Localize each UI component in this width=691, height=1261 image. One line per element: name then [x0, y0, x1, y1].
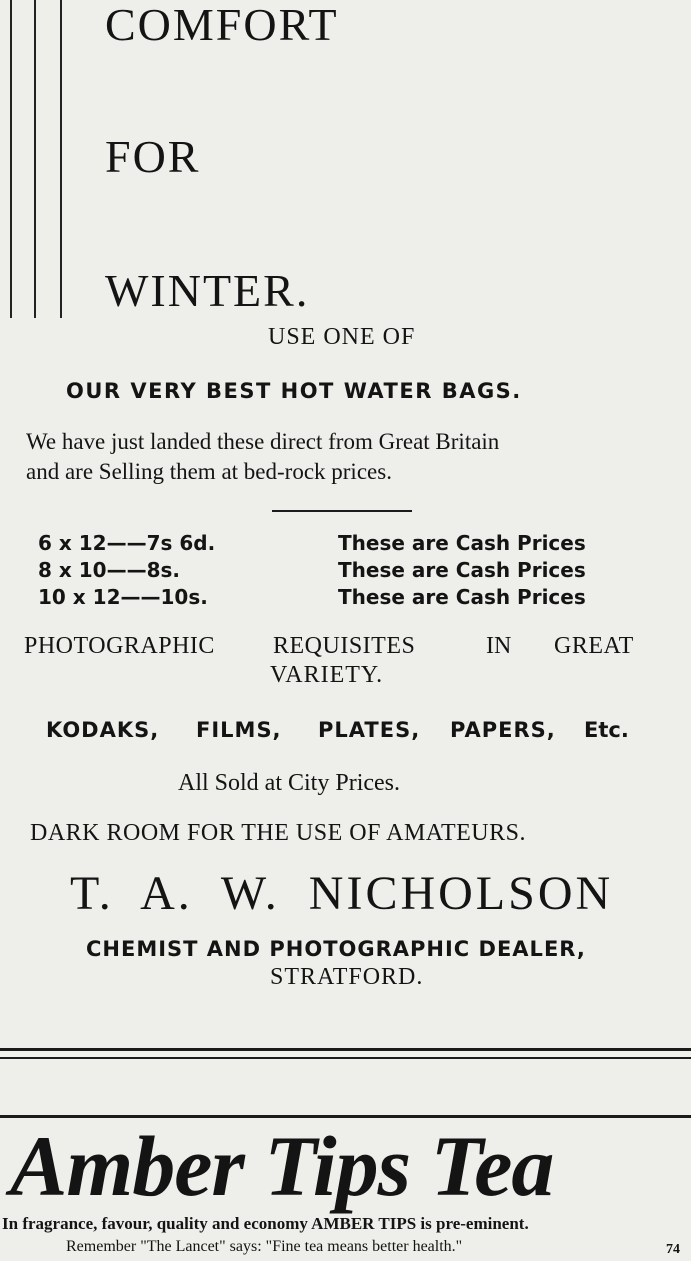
photo-line-word: PHOTOGRAPHIC	[24, 633, 215, 659]
item: KODAKS,	[46, 718, 160, 742]
item: PAPERS,	[450, 718, 556, 742]
item: Etc.	[584, 718, 629, 742]
price-note: These are Cash Prices	[338, 585, 586, 609]
dark-room: DARK ROOM FOR THE USE OF AMATEURS.	[30, 820, 526, 846]
city-prices: All Sold at City Prices.	[178, 770, 400, 796]
divider	[272, 510, 412, 512]
headline-winter: WINTER.	[105, 265, 310, 316]
border-rule	[34, 0, 36, 318]
amber-tips-tea-logo: Amber Tips Tea	[10, 1118, 554, 1214]
description-line: and are Selling them at bed-rock prices.	[26, 459, 392, 484]
price-note: These are Cash Prices	[338, 558, 586, 582]
product-line: OUR VERY BEST HOT WATER BAGS.	[66, 379, 522, 403]
use-one-of: USE ONE OF	[268, 324, 416, 350]
price-size: 10 x 12——10s.	[38, 585, 208, 609]
separator	[0, 1048, 691, 1051]
merchant-role: CHEMIST AND PHOTOGRAPHIC DEALER,	[86, 937, 586, 961]
price-size: 8 x 10——8s.	[38, 558, 180, 582]
photo-line-word: IN	[486, 633, 512, 659]
price-size: 6 x 12——7s 6d.	[38, 531, 216, 555]
separator	[0, 1057, 691, 1059]
photo-line-word: GREAT	[554, 633, 634, 659]
item: FILMS,	[196, 718, 282, 742]
headline-comfort: COMFORT	[105, 0, 339, 50]
headline-for: FOR	[105, 131, 201, 182]
photo-line-2: VARIETY.	[270, 662, 384, 688]
border-rule	[60, 0, 62, 318]
description-line: We have just landed these direct from Great Britain	[26, 429, 500, 454]
price-note: These are Cash Prices	[338, 531, 586, 555]
merchant-town: STRATFORD.	[270, 964, 424, 990]
item: PLATES,	[318, 718, 421, 742]
photo-line-word: REQUISITES	[273, 633, 416, 659]
merchant-name: T. A. W. NICHOLSON	[70, 867, 614, 920]
amber-line-2: Remember "The Lancet" says: "Fine tea means better health."	[66, 1238, 463, 1255]
page-number: 74	[666, 1242, 680, 1257]
border-rule	[10, 0, 12, 318]
amber-line-1: In fragrance, favour, quality and economy AMBER TIPS is pre-eminent.	[2, 1214, 529, 1233]
